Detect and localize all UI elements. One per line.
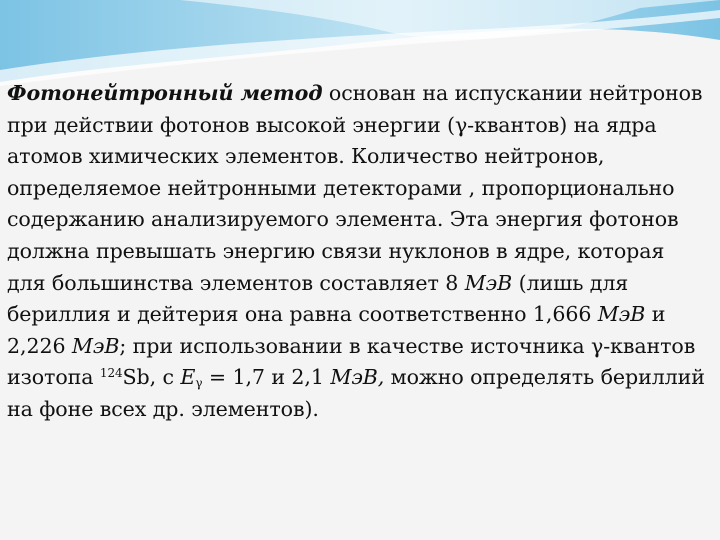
text-segment: можно определять бериллий на фоне всех др. элементов). [7, 365, 705, 421]
unit-mev: МэВ [464, 270, 513, 295]
energy-subscript: γ [195, 376, 203, 391]
slide-body-text [7, 78, 707, 426]
unit-mev: МэВ, [330, 365, 385, 390]
text-segment: и 2,226 [7, 302, 666, 358]
text-segment: Sb, с [122, 365, 181, 390]
text-segment: = 1,7 и 2,1 [202, 365, 331, 390]
energy-symbol: E [180, 365, 196, 390]
unit-mev: МэВ [71, 333, 120, 358]
text-segment: основан на испускании нейтронов при действии фотонов высокой энергии (γ-квантов) на ядра атомов химических элементов. Количество нейтронов, определяемое нейтронными детекторами , пропорционально содержанию анализируемого элемента. Эта энергия фотонов должна превышать энергию связи нуклонов в ядре, которая для большинства элементов составляет 8 [7, 81, 703, 295]
text-segment: (лишь для бериллия и дейтерия она равна соответственно 1,666 [7, 270, 629, 327]
unit-mev: МэВ [597, 302, 646, 327]
isotope-mass-number: 124 [99, 366, 123, 381]
text-segment: ; при использовании в качестве источника γ-квантов изотопа [7, 333, 696, 390]
lead-term: Фотонейтронный метод [7, 81, 323, 105]
